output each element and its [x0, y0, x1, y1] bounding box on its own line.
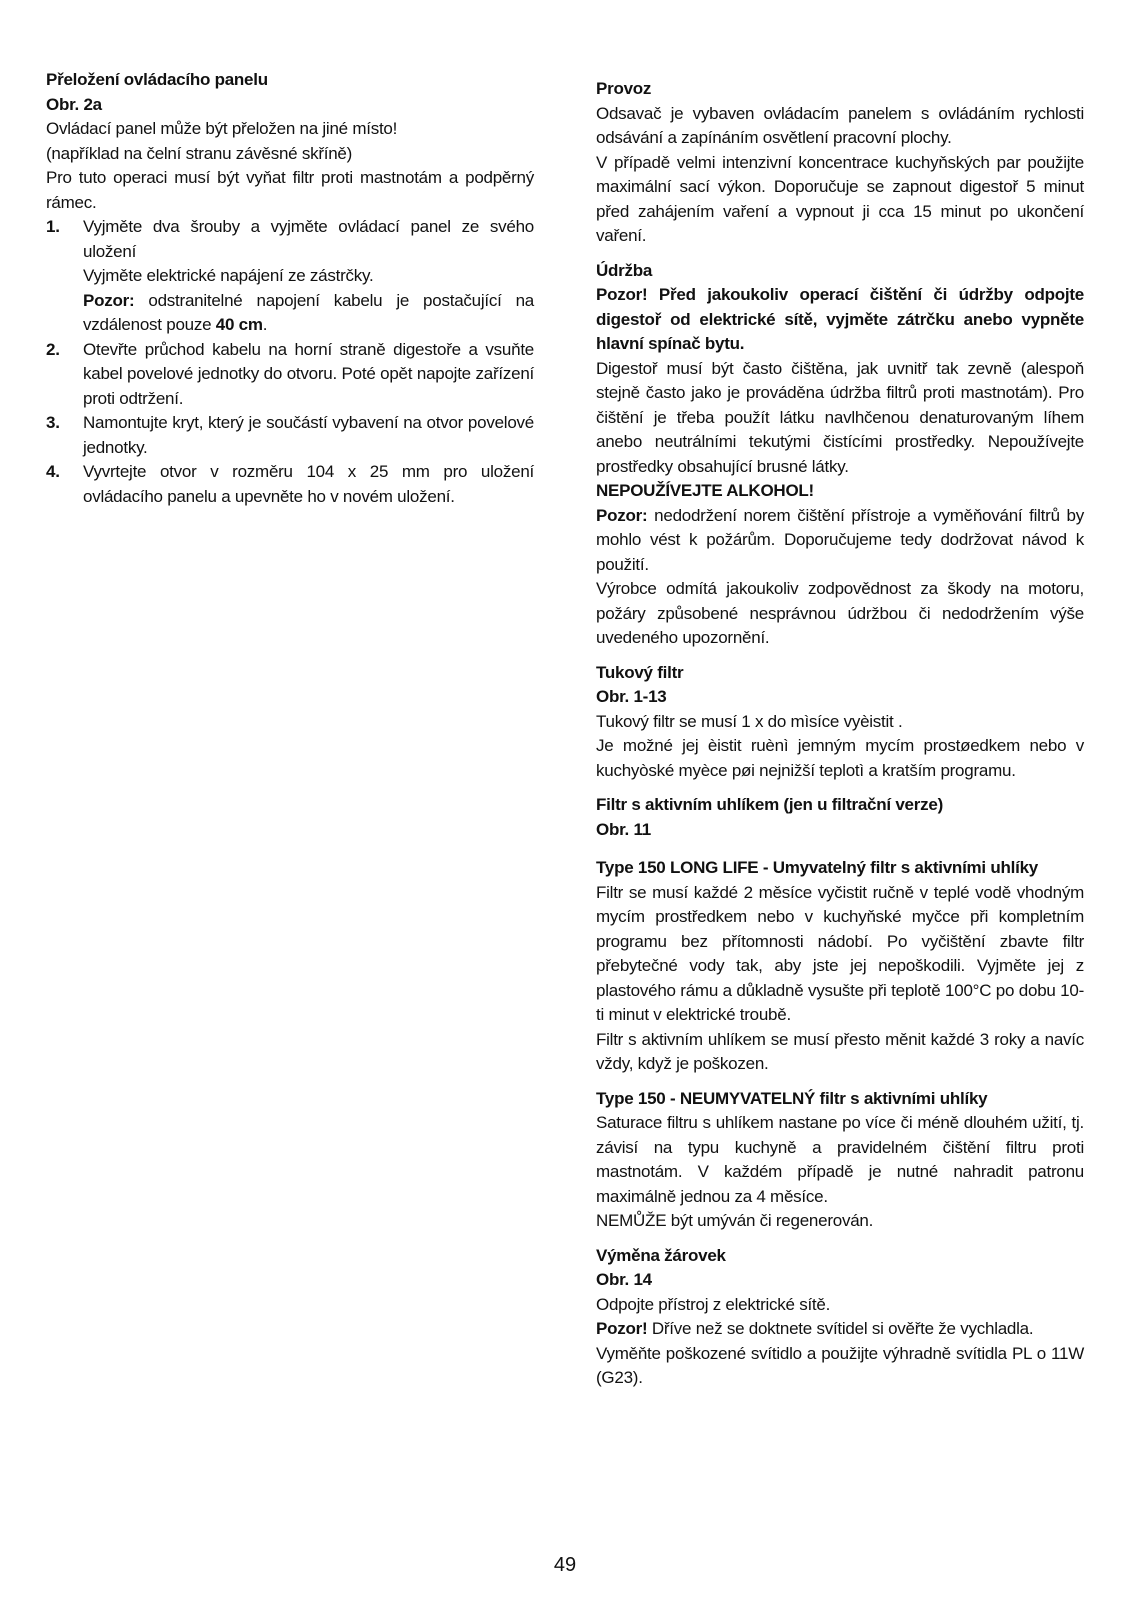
step-number: 2.: [46, 339, 60, 359]
step-text: Otevřte průchod kabelu na horní straně digestoře a vsuňte kabel povelové jednotky do otvoru. Poté opět napojte zařízení proti odtržení.: [83, 339, 534, 408]
figure-reference: Obr. 14: [596, 1270, 652, 1289]
step-text: Namontujte kryt, který je součástí vybavení na otvor povelové jednotky.: [83, 413, 534, 457]
paragraph: Tukový filtr se musí 1 x do mìsíce vyèistit .: [596, 711, 903, 731]
right-column: [596, 77, 1084, 1391]
paragraph: V případě velmi intenzivní koncentrace kuchyňských par použijte maximální sací výkon. Doporučuje se zapnout digestoř 5 minut před zahájením vaření a vypnout ji cca 15 minut po ukončení vaření.: [596, 152, 1084, 245]
section-title-longlife-filter: Type 150 LONG LIFE - Umyvatelný filtr s aktivními uhlíky: [596, 858, 1038, 877]
steps-list: [46, 215, 534, 509]
figure-reference: Obr. 2a: [46, 94, 102, 114]
paragraph: Odsavač je vybaven ovládacím panelem s ovládáním rychlosti odsávání a zapínáním osvětlení pracovní plochy.: [596, 103, 1084, 147]
step-item: [46, 215, 534, 338]
paragraph: Výrobce odmítá jakoukoliv zodpovědnost za škody na motoru, požáry způsobené nesprávnou údržbou či nedodržením výše uvedeného upozornění.: [596, 579, 1084, 647]
warning-text: odstranitelné napojení kabelu je postačující na vzdálenost pouze: [83, 290, 534, 334]
paragraph: (například na čelní stranu závěsné skříně): [46, 143, 353, 163]
warning-label: Pozor:: [83, 290, 135, 310]
paragraph: Saturace filtru s uhlíkem nastane po více či méně dlouhém užití, tj. závisí na typu kuchyně a pravidelném čištění filtru proti mastnotám. V každém případě je nutné nahradit patronu maximálně jednou za 4 měsíce.: [596, 1113, 1084, 1206]
section-title-nonwashable-filter: Type 150 - NEUMYVATELNÝ filtr s aktivními uhlíky: [596, 1088, 988, 1108]
alcohol-warning: NEPOUŽÍVEJTE ALKOHOL!: [596, 481, 814, 500]
paragraph: Filtr se musí každé 2 měsíce vyčistit ručně v teplé vodě vhodným mycím prostředkem nebo v kuchyňské myčce při kompletním programu bez přítomnosti nádobí. Po vyčištění zbavte filtr přebytečné vody tak, aby jste jej nepoškodili. Vyjměte jej z plastového rámu a důkladně vysušte při teplotě 100°C po dobu 10-ti minut v elektrické troubě.: [596, 882, 1084, 1024]
page-number: 49: [553, 1554, 577, 1576]
section-title-operation: Provoz: [596, 79, 652, 98]
section-title-carbon-filter: Filtr s aktivním uhlíkem (jen u filtrační verze): [596, 795, 943, 814]
figure-reference: Obr. 11: [596, 819, 651, 839]
step-item: [46, 411, 534, 460]
step-item: [46, 338, 534, 412]
step-number: 4.: [46, 462, 60, 481]
figure-reference: Obr. 1-13: [596, 687, 667, 706]
step-text: Vyjměte dva šrouby a vyjměte ovládací panel ze svého uložení: [83, 217, 534, 261]
paragraph: Pro tuto operaci musí být vyňat filtr proti mastnotám a podpěrný rámec.: [46, 168, 534, 212]
paragraph: Digestoř musí být často čištěna, jak uvnitř tak zevně (alespoň stejně často jako je prováděna údržba filtrů proti mastnotám). Pro čištění je třeba použít látku navlhčenou denaturovaným líhem anebo neutrálními tekutými čistícími prostředky. Nepoužívejte prostředky obsahující brusné látky.: [596, 358, 1084, 476]
left-column: [46, 68, 534, 509]
section-title-grease-filter: Tukový filtr: [596, 662, 684, 682]
step-number: 3.: [46, 413, 60, 432]
paragraph: Filtr s aktivním uhlíkem se musí přesto měnit každé 3 roky a navíc vždy, když je poškozen.: [596, 1029, 1084, 1073]
step-text: Vyjměte elektrické napájení ze zástrčky.: [83, 266, 374, 285]
maintenance-warning: Pozor! Před jakoukoliv operací čištění či údržby odpojte digestoř od elektrické sítě, vyjměte zátrčku anebo vypněte hlavní spínač bytu.: [596, 285, 1084, 353]
section-title-bulb-replacement: Výměna žárovek: [596, 1245, 726, 1265]
paragraph: NEMŮŽE být umýván či regenerován.: [596, 1211, 874, 1230]
section-title-panel-relocation: Přeložení ovládacího panelu: [46, 70, 268, 89]
warning-text: Dříve než se doktnete svítidel si ověřte že vychladla.: [647, 1319, 1034, 1338]
warning-end: .: [262, 315, 268, 334]
paragraph: Odpojte přístroj z elektrické sítě.: [596, 1294, 831, 1314]
section-title-maintenance: Údržba: [596, 260, 653, 280]
step-text: Vyvrtejte otvor v rozměru 104 x 25 mm pro uložení ovládacího panelu a upevněte ho v novém uložení.: [83, 462, 534, 506]
step-item: [46, 460, 534, 509]
paragraph-warning: [596, 1317, 1084, 1342]
paragraph: Ovládací panel může být přeložen na jiné místo!: [46, 119, 398, 138]
paragraph: Je možné jej èistit ruènì jemným mycím prostøedkem nebo v kuchyòské myèce pøi nejnižší teplotì a kratším programu.: [596, 736, 1084, 780]
step-number: 1.: [46, 217, 60, 236]
step-warning: [83, 289, 534, 338]
paragraph: Vyměňte poškozené svítidlo a použijte výhradně svítidla PL o 11W (G23).: [596, 1343, 1084, 1387]
warning-value: 40 cm: [215, 315, 263, 334]
warning-label: Pozor!: [596, 1319, 648, 1338]
warning-label: Pozor:: [596, 505, 648, 525]
paragraph-warning: [596, 504, 1084, 578]
warning-text: nedodržení norem čištění přístroje a vyměňování filtrů by mohlo vést k požárům. Doporučujeme tedy dodržovat návod k použití.: [596, 505, 1084, 574]
